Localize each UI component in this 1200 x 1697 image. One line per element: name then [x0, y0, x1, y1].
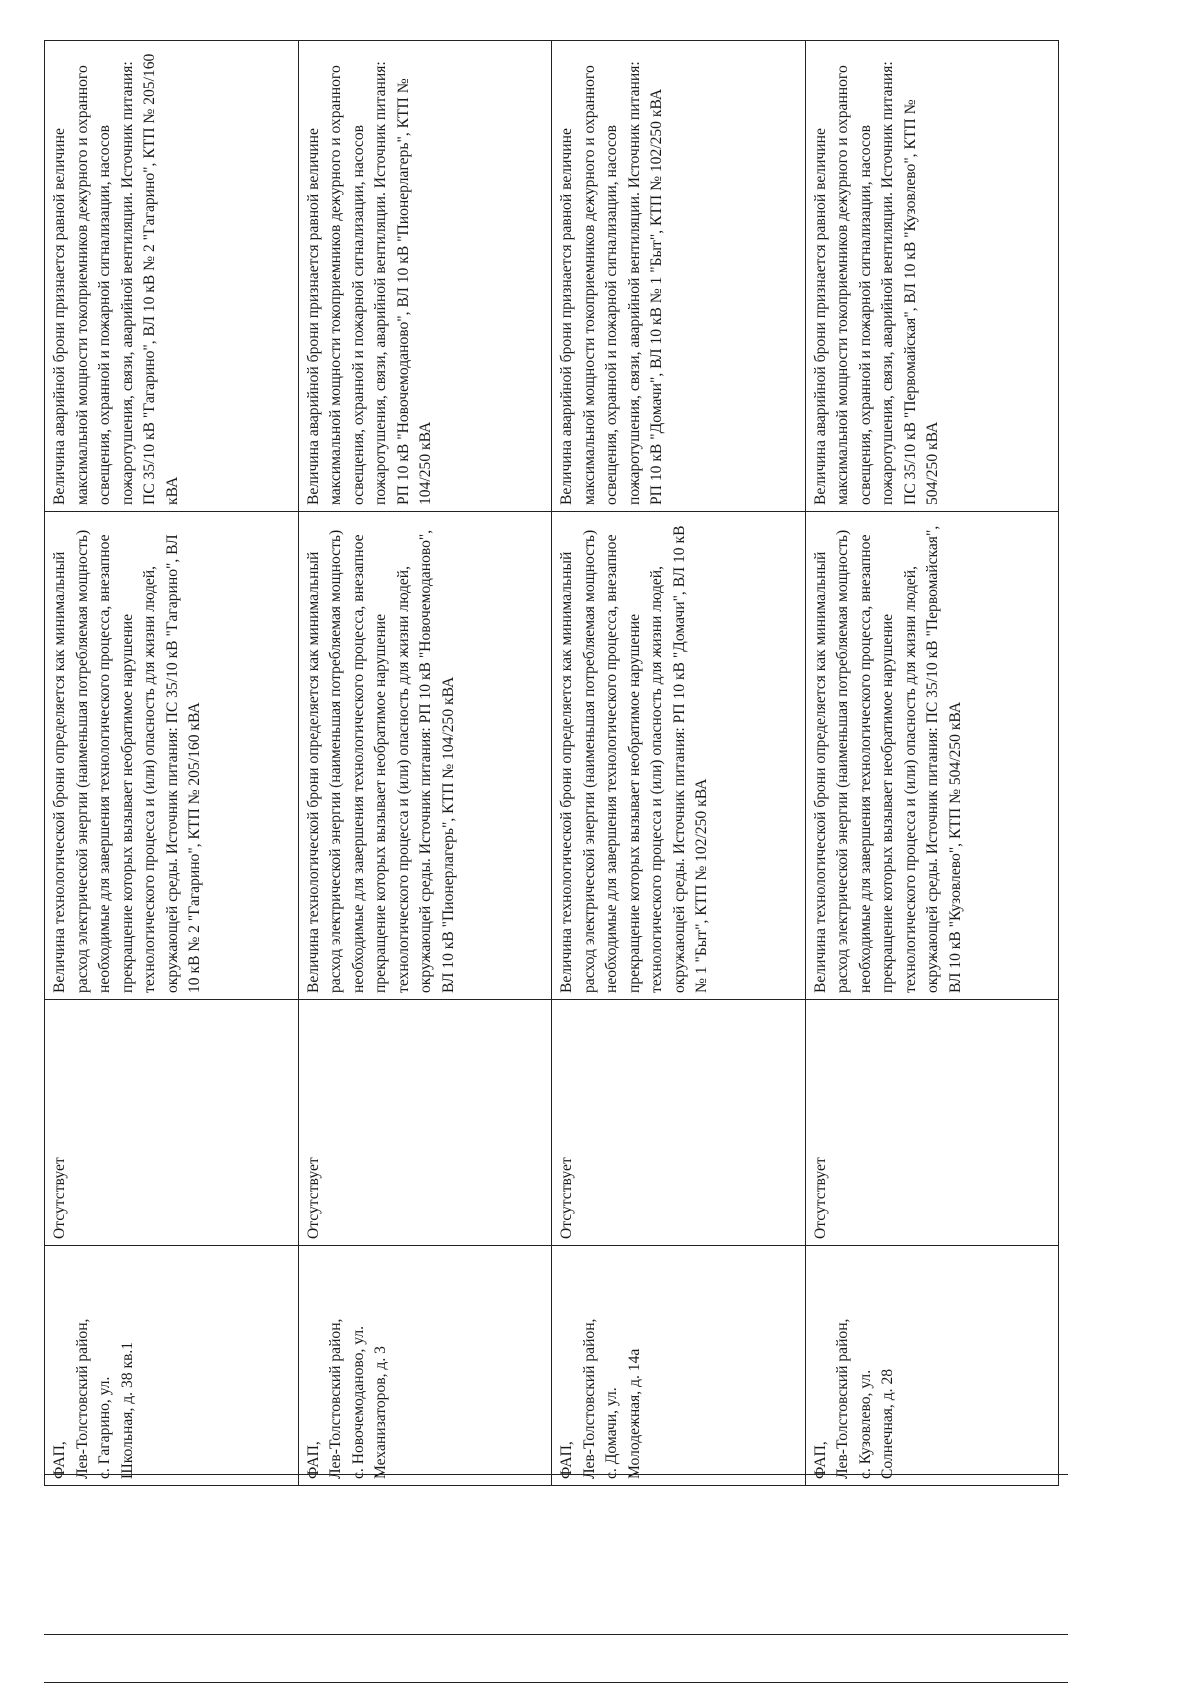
status-cell: [805, 1000, 1059, 1246]
technological-reserve-cell: [805, 512, 1059, 1000]
table-row: [552, 41, 806, 1486]
status-text: Отсутствует: [811, 1157, 829, 1239]
emergency-reserve-text: Величина аварийной брони признается равной величине максимальной мощности токоприемников дежурного и охранного освещения, охранной и пожарной сигнализации, насосов пожаротушения, связи, аварийной вентиляции. Источник питания: РП 10 кВ "Новочемоданово", ВЛ 10 кВ "Пионерлагерь", КТП № 104/250 кВА: [304, 61, 434, 505]
status-cell: [552, 1000, 806, 1246]
technological-reserve-text: Величина технологической брони определяется как минимальный расход электрической энергии (наименьшая потребляемая мощность) необходимые для завершения технологического процесса, внезапное прекращение которых вызывает необратимое нарушение технологического процесса и (или) опасность для жизни людей, окружающей среды. Источник питания: РП 10 кВ "Домачи", ВЛ 10 кВ № 1 "Быт", КТП № 102/250 кВА: [558, 525, 710, 993]
emergency-reserve-cell: [552, 41, 806, 512]
object-cell: [552, 1246, 806, 1486]
emergency-reserve-text: Величина аварийной брони признается равной величине максимальной мощности токоприемников дежурного и охранного освещения, охранной и пожарной сигнализации, насосов пожаротушения, связи, аварийной вентиляции. Источник питания: ПС 35/10 кВ "Первомайская", ВЛ 10 кВ "Кузовлево", КТП № 504/250 кВА: [811, 61, 941, 505]
emergency-reserve-cell: [298, 41, 552, 512]
status-cell: [45, 1000, 299, 1246]
rotated-table-container: [44, 41, 1059, 1486]
status-text: Отсутствует: [304, 1157, 322, 1239]
technological-reserve-text: Величина технологической брони определяется как минимальный расход электрической энергии (наименьшая потребляемая мощность) необходимые для завершения технологического процесса, внезапное прекращение которых вызывает необратимое нарушение технологического процесса и (или) опасность для жизни людей, окружающей среды. Источник питания: РП 10 кВ "Новочемоданово", ВЛ 10 кВ "Пионерлагерь", КТП № 104/250 кВА: [304, 529, 457, 993]
separator-line: [44, 1474, 1068, 1475]
status-text: Отсутствует: [558, 1157, 575, 1239]
object-cell: [805, 1246, 1059, 1486]
object-address: ФАП, Лев-Толстовский район, с. Новочемоданово, ул. Механизаторов, д. 3: [304, 1318, 389, 1479]
object-cell: [298, 1246, 552, 1486]
separator-line: [44, 1634, 1068, 1635]
separator-line: [44, 1682, 1068, 1683]
status-cell: [298, 1000, 552, 1246]
technological-reserve-cell: [45, 512, 299, 1000]
emergency-reserve-cell: [805, 41, 1059, 512]
object-address: ФАП, Лев-Толстовский район, с. Домачи, ул. Молодежная, д. 14а: [558, 1318, 643, 1479]
technological-reserve-text: Величина технологической брони определяется как минимальный расход электрической энергии (наименьшая потребляемая мощность) необходимые для завершения технологического процесса, внезапное прекращение которых вызывает необратимое нарушение технологического процесса и (или) опасность для жизни людей, окружающей среды. Источник питания: ПС 35/10 кВ "Гагарино", ВЛ 10 кВ № 2 "Гагарино", КТП № 205/160 кВА: [51, 529, 203, 993]
table-row: [298, 41, 552, 1486]
emergency-reserve-cell: [45, 41, 299, 512]
table-row: [45, 41, 299, 1486]
status-text: Отсутствует: [51, 1157, 68, 1239]
object-address: ФАП, Лев-Толстовский район, с. Гагарино, ул. Школьная, д. 38 кв.1: [51, 1318, 136, 1479]
emergency-reserve-text: Величина аварийной брони признается равной величине максимальной мощности токоприемников дежурного и охранного освещения, охранной и пожарной сигнализации, насосов пожаротушения, связи, аварийной вентиляции. Источник питания: РП 10 кВ "Домачи", ВЛ 10 кВ № 1 "Быт", КТП № 102/250 кВА: [558, 61, 665, 505]
object-address: ФАП, Лев-Толстовский район, с. Кузовлево, ул. Солнечная, д. 28: [811, 1318, 896, 1479]
emergency-reserve-text: Величина аварийной брони признается равной величине максимальной мощности токоприемников дежурного и охранного освещения, охранной и пожарной сигнализации, насосов пожаротушения, связи, аварийной вентиляции. Источник питания: ПС 35/10 кВ "Гагарино", ВЛ 10 кВ № 2 "Гагарино", КТП № 205/160 кВА: [51, 53, 181, 505]
object-cell: [45, 1246, 299, 1486]
technological-reserve-cell: [552, 512, 806, 1000]
table-row: [805, 41, 1059, 1486]
technological-reserve-text: Величина технологической брони определяется как минимальный расход электрической энергии (наименьшая потребляемая мощность) необходимые для завершения технологического процесса, внезапное прекращение которых вызывает необратимое нарушение технологического процесса и (или) опасность для жизни людей, окружающей среды. Источник питания: ПС 35/10 кВ "Первомайская", ВЛ 10 кВ "Кузовлево", КТП № 504/250 кВА: [811, 525, 964, 993]
technological-reserve-cell: [298, 512, 552, 1000]
reserve-table: [44, 40, 1059, 1486]
